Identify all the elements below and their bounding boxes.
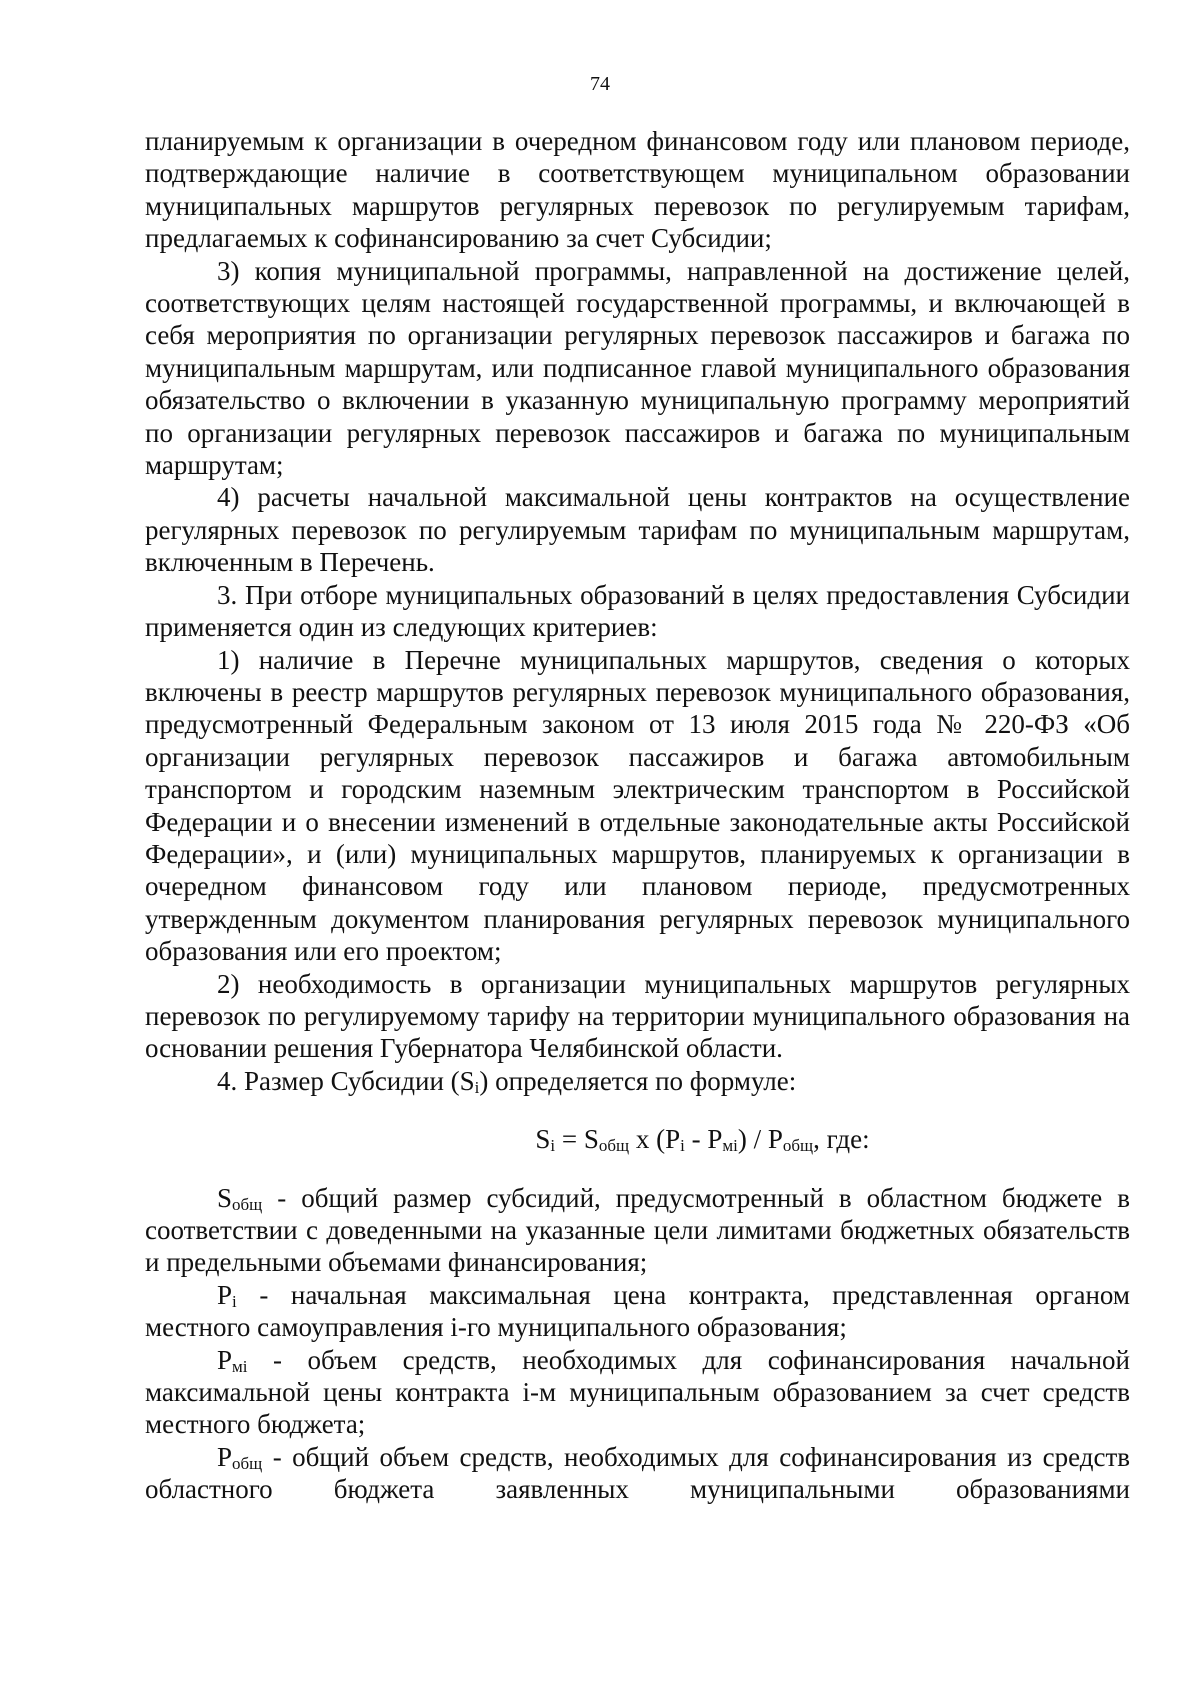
paragraph-section-4: [145, 1065, 1130, 1097]
definition-pi-subscript: i: [232, 1291, 237, 1311]
formula-eq: = S: [555, 1124, 599, 1155]
paragraph-item-4: 4) расчеты начальной максимальной цены контрактов на осуществление регулярных перевозок по регулируемым тарифам по муниципальным маршрутам, включенным в Перечень.: [145, 482, 1130, 578]
formula-s: S: [535, 1124, 551, 1155]
definition-pmi-subscript: мi: [232, 1356, 248, 1376]
document-body: [145, 125, 1130, 1506]
paragraph-criterion-2: 2) необходимость в организации муниципальных маршрутов регулярных перевозок по регулируемому тарифу на территории муниципального образования на основании решения Губернатора Челябинской области.: [145, 968, 1130, 1064]
formula-pobsh-sub: общ: [782, 1136, 814, 1156]
formula-s-sub: i: [550, 1136, 556, 1156]
formula-tail: , где:: [813, 1124, 870, 1155]
definition-pmi-symbol: P: [217, 1344, 233, 1375]
paragraph-criterion-1: 1) наличие в Перечне муниципальных маршрутов, сведения о которых включены в реестр маршрутов регулярных перевозок муниципального образования, предусмотренный Федеральным законом от 13 июля 2015 года № 220-ФЗ «Об организации регулярных перевозок пассажиров и багажа автомобильным транспортом и городским наземным электрическим транспортом в Российской Федерации и о внесении изменений в отдельные законодательные акты Российской Федерации», и (или) муниципальных маршрутов, планируемых к организации в очередном финансовом году или плановом периоде, предусмотренных утвержденным документом планирования регулярных перевозок муниципального образования или его проектом;: [145, 644, 1130, 967]
definition-sobsh-symbol: S: [217, 1182, 233, 1213]
formula-minus: - P: [684, 1124, 723, 1155]
definition-pobsh-subscript: общ: [232, 1453, 263, 1473]
definition-pmi-text: - объем средств, необходимых для софинансирования начальной максимальной цены контракта i-м муниципальным образованием за счет средств местного бюджета;: [145, 1344, 1130, 1440]
definition-pi-text: - начальная максимальная цена контракта, представленная органом местного самоуправления i-го муниципального образования;: [145, 1279, 1130, 1343]
paragraph-item-3: 3) копия муниципальной программы, направленной на достижение целей, соответствующих целям настоящей государственной программы, и включающей в себя мероприятия по организации регулярных перевозок пассажиров и багажа по муниципальным маршрутам, или подписанное главой муниципального образования обязательство о включении в указанную муниципальную программу мероприятий по организации регулярных перевозок пассажиров и багажа по муниципальным маршрутам;: [145, 255, 1130, 481]
definition-pobsh-text: - общий объем средств, необходимых для софинансирования из средств областного бюджета заявленных муниципальными образованиями: [145, 1441, 1130, 1505]
formula-pmi-sub: мi: [722, 1136, 738, 1156]
definition-pi: [145, 1279, 1130, 1344]
page-number: 74: [590, 73, 610, 95]
definition-pobsh: [145, 1441, 1130, 1506]
definition-pobsh-symbol: P: [217, 1441, 233, 1472]
definition-sobsh-subscript: общ: [232, 1194, 263, 1214]
definition-pmi: [145, 1344, 1130, 1441]
paragraph-continuation: планируемым к организации в очередном финансовом году или плановом периоде, подтверждающие наличие в соответствующем муниципальном образовании муниципальных маршрутов регулярных перевозок по регулируемым тарифам, предлагаемых к софинансированию за счет Субсидии;: [145, 126, 1130, 254]
section-4-text-end: ) определяется по формуле:: [479, 1065, 797, 1096]
formula-mid: х (P: [629, 1124, 681, 1155]
definition-sobsh-text: - общий размер субсидий, предусмотренный в областном бюджете в соответствии с доведенными на указанные цели лимитами бюджетных обязательств и предельными объемами финансирования;: [145, 1182, 1130, 1278]
definition-sobsh: [145, 1182, 1130, 1279]
definition-pi-symbol: P: [217, 1279, 233, 1310]
section-4-subscript: i: [474, 1077, 480, 1097]
formula-pi-sub: i: [680, 1136, 685, 1156]
section-4-text-start: 4. Размер Субсидии (S: [217, 1065, 475, 1096]
formula-div: ) / P: [737, 1124, 783, 1155]
formula-sobsh-sub: общ: [598, 1136, 630, 1156]
paragraph-section-3: 3. При отборе муниципальных образований в целях предоставления Субсидии применяется один из следующих критериев:: [145, 579, 1130, 643]
subsidy-formula: [145, 1123, 1130, 1155]
